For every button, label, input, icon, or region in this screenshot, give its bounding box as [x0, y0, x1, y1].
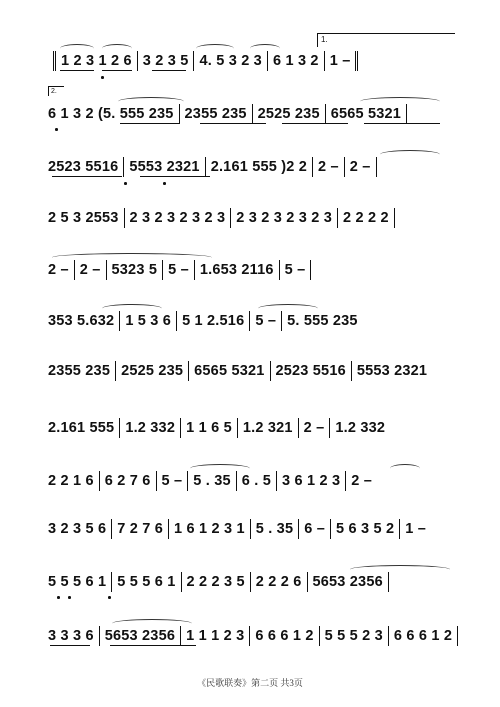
barline — [319, 626, 320, 646]
barline — [111, 519, 112, 539]
measure: 3 6 1 2 3 — [281, 473, 341, 489]
measure: 1.2 321 — [242, 420, 293, 436]
measure: 2 – — [79, 262, 101, 278]
beam-line — [52, 176, 122, 177]
barline — [205, 157, 206, 177]
score-row-12 — [48, 625, 458, 647]
measure: 6 1 3 2 ( — [48, 106, 103, 122]
measure: 2 2 2 3 5 — [186, 574, 245, 590]
measure: 2 2 — [286, 159, 308, 175]
measure: 5 1 2.516 — [182, 313, 245, 329]
measure: 6 . 5 — [241, 473, 271, 489]
measure: 5 . 35 — [193, 473, 231, 489]
score-row-6 — [48, 310, 458, 332]
measure: 6 6 6 1 2 — [393, 628, 453, 644]
measure: 5 – — [255, 313, 277, 329]
slur-mark — [380, 150, 440, 159]
score-row-8 — [48, 417, 458, 439]
measure: 2 – — [349, 159, 371, 175]
barline — [181, 572, 182, 592]
barline — [270, 361, 271, 381]
measure: 5553 2321 — [129, 159, 200, 175]
barline — [276, 471, 277, 491]
measure: 1 – — [405, 521, 426, 537]
barline — [329, 418, 330, 438]
beam-line — [102, 70, 132, 71]
measure: 2525 235 — [257, 106, 320, 122]
octave-dot — [55, 128, 58, 131]
slur-mark — [258, 304, 318, 313]
measure: 7 2 7 6 — [117, 521, 163, 537]
measure: 1 – — [329, 53, 351, 69]
volta-label-1: 1. — [321, 35, 328, 44]
barline — [298, 418, 299, 438]
barline — [250, 519, 251, 539]
measure: 6565 5321 — [330, 106, 402, 122]
measure: 6 6 6 1 2 — [255, 628, 314, 644]
measure: 2 – — [318, 159, 339, 175]
measure: 5. 555 235 — [287, 313, 358, 329]
barline — [325, 104, 326, 124]
barline — [298, 519, 299, 539]
score-row-4 — [48, 207, 458, 229]
barline — [180, 626, 181, 646]
slur-mark — [112, 619, 192, 628]
measure: 5 – — [168, 262, 189, 278]
octave-dot — [163, 182, 166, 185]
measure: 2 5 3 2553 — [48, 210, 119, 226]
measure: 5 – — [161, 473, 183, 489]
measure: 1.2 332 — [335, 420, 386, 436]
volta-bracket-2 — [48, 86, 64, 96]
slur-mark — [360, 97, 440, 106]
slur-mark — [350, 565, 450, 574]
beam-line — [110, 645, 196, 646]
barline — [345, 471, 346, 491]
volta-bracket-1 — [317, 33, 455, 47]
score-row-7 — [48, 360, 458, 382]
measure: 4. 5 3 2 3 — [199, 53, 262, 69]
slur-mark — [102, 304, 162, 313]
score-row-1 — [48, 50, 458, 72]
measure: 1.2 332 — [125, 420, 176, 436]
measure: 2 2 1 6 — [48, 473, 94, 489]
measure: 5653 2356 — [312, 574, 383, 590]
barline — [344, 157, 345, 177]
beam-line — [120, 123, 180, 124]
barline — [388, 626, 389, 646]
measure: 3 2 3 5 6 — [48, 521, 107, 537]
barline — [111, 572, 112, 592]
slur-mark — [118, 97, 184, 106]
slur-mark — [390, 464, 420, 473]
measure: 5 . 35 — [255, 521, 294, 537]
measure: 6 2 7 6 — [104, 473, 151, 489]
barline — [457, 626, 458, 646]
octave-dot — [101, 76, 104, 79]
slur-mark — [196, 44, 234, 53]
barline — [180, 418, 181, 438]
measure: 5553 2321 — [356, 363, 428, 379]
score-row-3 — [48, 156, 458, 178]
measure: 2.161 555 ) — [210, 159, 287, 175]
barline — [279, 260, 280, 280]
measure: 2 3 2 3 2 3 2 3 — [236, 210, 332, 226]
measure: 2 – — [351, 473, 372, 489]
measure: 6565 5321 — [194, 363, 265, 379]
score-row-11 — [48, 571, 458, 593]
barline — [124, 208, 125, 228]
barline — [310, 260, 311, 280]
octave-dot — [124, 182, 127, 185]
beam-line — [282, 123, 348, 124]
barline — [252, 104, 253, 124]
measure: 353 5.632 — [48, 313, 115, 329]
barline — [119, 418, 120, 438]
barline — [281, 311, 282, 331]
barline — [115, 361, 116, 381]
barline — [394, 208, 395, 228]
measure: 2 3 2 3 2 3 2 3 — [129, 210, 226, 226]
barline — [123, 157, 124, 177]
barline — [119, 311, 120, 331]
beam-line — [364, 123, 440, 124]
barline — [351, 361, 352, 381]
score-row-10 — [48, 518, 458, 540]
barline — [74, 260, 75, 280]
barline — [236, 471, 237, 491]
measure: 5 5 5 6 1 — [48, 574, 107, 590]
barline — [337, 208, 338, 228]
barline — [168, 519, 169, 539]
measure: 3 2 3 5 — [142, 53, 189, 69]
measure: 1 5 3 6 — [125, 313, 172, 329]
barline — [162, 260, 163, 280]
barline — [307, 572, 308, 592]
barline — [250, 572, 251, 592]
measure: 6 1 3 2 — [272, 53, 319, 69]
measure: 2.161 555 — [48, 420, 115, 436]
barline — [249, 626, 250, 646]
slur-mark — [52, 253, 212, 262]
measure: 2355 235 — [184, 106, 247, 122]
measure: 5 – — [284, 262, 306, 278]
barline — [99, 626, 100, 646]
measure: 5 6 3 5 2 — [335, 521, 395, 537]
measure: 2 – — [303, 420, 325, 436]
measure: 5323 5 — [111, 262, 158, 278]
measure: 2355 235 — [48, 363, 111, 379]
slur-mark — [190, 464, 250, 473]
barline — [156, 471, 157, 491]
measure: 1 1 6 5 — [186, 420, 232, 436]
measure: 1 2 3 1 2 6 — [61, 53, 132, 69]
measure: 6 – — [304, 521, 325, 537]
measure: 2523 5516 — [275, 363, 346, 379]
barline — [179, 104, 180, 124]
barline — [330, 519, 331, 539]
barline — [188, 361, 189, 381]
barline — [388, 572, 389, 592]
barline — [399, 519, 400, 539]
measure: 2 2 2 6 — [255, 574, 302, 590]
measure: 5653 2356 — [104, 628, 176, 644]
measure: 5 5 5 2 3 — [324, 628, 383, 644]
octave-dot — [68, 596, 71, 599]
score-row-9 — [48, 470, 458, 492]
measure: 1 6 1 2 3 1 — [174, 521, 245, 537]
barline — [193, 51, 194, 71]
slur-mark — [60, 44, 94, 53]
measure: 3 3 3 6 — [48, 628, 94, 644]
slur-mark — [250, 44, 280, 53]
barline — [230, 208, 231, 228]
measure: 1.653 2116 — [199, 262, 274, 278]
barline — [324, 51, 325, 71]
measure: 5. 555 235 — [103, 106, 174, 122]
barline — [137, 51, 138, 71]
barline — [406, 104, 407, 124]
repeat-start-barline — [53, 51, 56, 71]
page-footer: 《民歌联奏》第二页 共3页 — [197, 678, 303, 688]
barline — [249, 311, 250, 331]
measure: 2 2 2 2 — [342, 210, 389, 226]
measure: 5 5 5 6 1 — [117, 574, 176, 590]
barline — [187, 471, 188, 491]
barline — [106, 260, 107, 280]
repeat-end-barline — [355, 51, 358, 71]
beam-line — [200, 123, 266, 124]
beam-line — [140, 176, 210, 177]
barline — [237, 418, 238, 438]
barline — [376, 157, 377, 177]
measure: 2523 5516 — [48, 159, 119, 175]
beam-line — [152, 70, 186, 71]
octave-dot — [57, 596, 60, 599]
barline — [194, 260, 195, 280]
volta-label-2: 2. — [51, 88, 57, 95]
barline — [176, 311, 177, 331]
beam-line — [60, 70, 94, 71]
slur-mark — [102, 44, 132, 53]
measure: 2525 235 — [121, 363, 184, 379]
barline — [312, 157, 313, 177]
score-row-2 — [48, 103, 458, 125]
measure: 1 1 1 2 3 — [186, 628, 245, 644]
octave-dot — [108, 596, 111, 599]
measure: 2 – — [48, 262, 69, 278]
barline — [99, 471, 100, 491]
beam-line — [50, 645, 90, 646]
score-row-5 — [48, 259, 458, 281]
barline — [267, 51, 268, 71]
